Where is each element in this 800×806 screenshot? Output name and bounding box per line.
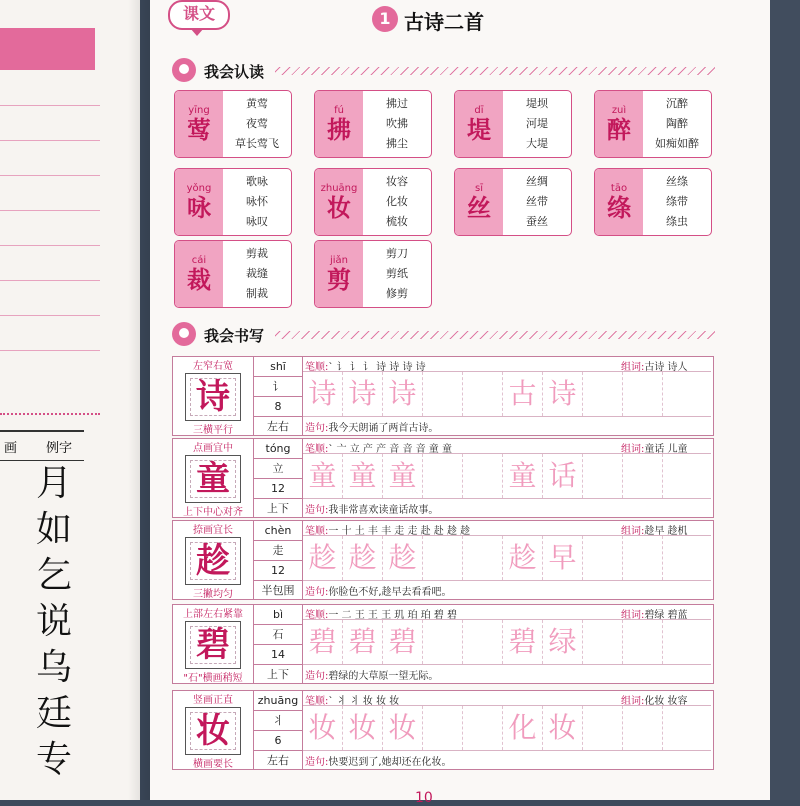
card-word-list: [503, 169, 571, 235]
word-group-label: 组词:: [621, 444, 645, 455]
card-word-list: [223, 241, 291, 307]
char-pinyin: chèn: [254, 521, 302, 541]
practice-cell[interactable]: 妆: [383, 706, 423, 750]
card-word: 如痴如醉: [655, 137, 699, 150]
practice-cell[interactable]: 童: [303, 454, 343, 498]
card-word-list: [643, 91, 711, 157]
card-char-block: [595, 169, 643, 235]
example-char: 廷: [35, 693, 72, 734]
char-radical: 讠: [254, 377, 302, 397]
writing-tip-top: 左窄右宽: [193, 361, 233, 372]
writing-tip-top: 捺画宜长: [193, 525, 233, 536]
card-word: 草长莺飞: [235, 137, 279, 150]
card-char-block: [595, 91, 643, 157]
practice-cell[interactable]: 早: [543, 536, 583, 580]
read-card: [594, 90, 712, 158]
read-card: [314, 90, 432, 158]
practice-cell[interactable]: 碧: [383, 620, 423, 664]
card-word: 妆容: [386, 175, 408, 188]
read-card: [174, 90, 292, 158]
practice-cell[interactable]: 诗: [303, 372, 343, 416]
left-page-pink-block: [0, 28, 95, 70]
card-word: 河堤: [526, 117, 548, 130]
card-word-list: [223, 169, 291, 235]
practice-cell[interactable]: [423, 536, 463, 580]
writing-row: [172, 438, 714, 518]
left-table-col-2: 例字: [45, 440, 72, 456]
practice-cell[interactable]: [423, 372, 463, 416]
char-structure: 左右: [267, 420, 289, 433]
card-char-block: [455, 169, 503, 235]
card-word: 咏怀: [246, 195, 268, 208]
practice-cell[interactable]: [463, 372, 503, 416]
practice-cell[interactable]: [623, 706, 663, 750]
example-char: 月: [35, 463, 72, 504]
example-sentence: [305, 583, 452, 598]
char-pinyin: bì: [254, 605, 302, 625]
left-page-rule: [0, 105, 100, 106]
example-sentence: [305, 667, 438, 682]
reading-section-icon: [172, 58, 196, 82]
card-word: 大堤: [526, 137, 548, 150]
char-info: [253, 691, 303, 769]
sentence-text: 快要迟到了,她却还在化妆。: [328, 757, 452, 768]
practice-cell[interactable]: 碧: [303, 620, 343, 664]
left-page-rule: [0, 280, 100, 281]
lesson-type-tag: 课文: [168, 0, 230, 30]
practice-cell[interactable]: 话: [543, 454, 583, 498]
char-stroke-count: 12: [254, 561, 302, 581]
sentence-label: 造句:: [305, 587, 329, 598]
word-group-text: 化妆 妆容: [644, 696, 688, 707]
card-word: 丝绸: [526, 175, 548, 188]
char-radical: 丬: [254, 711, 302, 731]
writing-tip-bottom: "石"横画稍短: [183, 673, 243, 684]
stroke-order-label: 笔顺:: [305, 444, 329, 455]
practice-cell[interactable]: 碧: [343, 620, 383, 664]
writing-char-box: 碧: [185, 621, 241, 669]
writing-char-box: 趁: [185, 537, 241, 585]
practice-cell[interactable]: [623, 536, 663, 580]
char-pinyin: shī: [254, 357, 302, 377]
card-word: 剪裁: [246, 247, 268, 260]
char-pinyin: zhuāng: [254, 691, 302, 711]
card-pinyin: zuì: [611, 104, 627, 116]
card-word: 绦带: [666, 195, 688, 208]
sentence-text: 你脸色不好,趁早去看看吧。: [328, 587, 452, 598]
card-word: 丝绦: [666, 175, 688, 188]
char-structure: 半包围: [261, 584, 295, 597]
word-group-text: 碧绿 碧蓝: [644, 610, 688, 621]
practice-cell[interactable]: 诗: [543, 372, 583, 416]
card-word: 绦虫: [666, 215, 688, 228]
char-radical: 石: [254, 625, 302, 645]
card-pinyin: jiǎn: [329, 254, 349, 266]
practice-cell[interactable]: 绿: [543, 620, 583, 664]
example-sentence: [305, 419, 438, 434]
section-zigzag-divider: [275, 331, 715, 339]
left-page-rule: [0, 245, 100, 246]
read-card: [594, 168, 712, 236]
practice-cell[interactable]: 趁: [383, 536, 423, 580]
card-word: 丝带: [526, 195, 548, 208]
writing-tip-top: 竖画正直: [193, 695, 233, 706]
stroke-order-label: 笔顺:: [305, 526, 329, 537]
practice-grid: [303, 453, 711, 499]
left-page-rule: [0, 315, 100, 316]
sentence-text: 我非常喜欢读童话故事。: [328, 505, 439, 516]
practice-grid: [303, 371, 711, 417]
writing-row: [172, 356, 714, 436]
card-char-block: [175, 241, 223, 307]
char-radical: 立: [254, 459, 302, 479]
char-info: [253, 357, 303, 435]
card-word: 吹拂: [386, 117, 408, 130]
char-structure: 上下: [267, 668, 289, 681]
practice-cell[interactable]: 碧: [503, 620, 543, 664]
card-char-block: [455, 91, 503, 157]
practice-cell[interactable]: [463, 536, 503, 580]
card-word-list: [363, 91, 431, 157]
char-radical: 走: [254, 541, 302, 561]
card-word: 咏叹: [246, 215, 268, 228]
card-character: 丝: [467, 193, 491, 222]
card-word: 梳妆: [386, 215, 408, 228]
stroke-order-label: 笔顺:: [305, 610, 329, 621]
card-character: 剪: [327, 265, 351, 294]
writing-tip-top: 上部左右紧靠: [183, 609, 243, 620]
section-zigzag-divider: [275, 67, 715, 75]
practice-cell[interactable]: 妆: [543, 706, 583, 750]
card-char-block: [315, 169, 363, 235]
left-table-header: [0, 430, 84, 461]
practice-cell[interactable]: [583, 706, 623, 750]
reading-section-title: 我会认读: [204, 63, 265, 81]
writing-section-title: 我会书写: [204, 327, 265, 345]
card-pinyin: dī: [474, 104, 484, 116]
char-stroke-count: 8: [254, 397, 302, 417]
read-card: [314, 168, 432, 236]
card-word: 裁缝: [246, 267, 268, 280]
example-char: 如: [35, 509, 72, 550]
card-character: 莺: [187, 115, 211, 144]
sentence-text: 我今天朗诵了两首古诗。: [328, 423, 439, 434]
card-word: 夜莺: [246, 117, 268, 130]
example-char: 说: [35, 601, 72, 642]
char-stroke-count: 6: [254, 731, 302, 751]
word-group-text: 童话 儿童: [644, 444, 688, 455]
example-char: 专: [35, 739, 72, 780]
card-word-list: [363, 169, 431, 235]
writing-section-icon: [172, 322, 196, 346]
card-word: 蚕丝: [526, 215, 548, 228]
practice-cell[interactable]: [463, 454, 503, 498]
card-word-list: [223, 91, 291, 157]
card-char-block: [315, 91, 363, 157]
char-info: [253, 521, 303, 599]
card-word: 剪纸: [386, 267, 408, 280]
sentence-label: 造句:: [305, 423, 329, 434]
sentence-text: 碧绿的大草原一望无际。: [328, 671, 439, 682]
card-pinyin: sī: [475, 182, 483, 194]
card-pinyin: cái: [191, 254, 207, 266]
card-char-block: [315, 241, 363, 307]
word-group-label: 组词:: [621, 696, 645, 707]
word-group-label: 组词:: [621, 610, 645, 621]
left-page-rule: [0, 140, 100, 141]
practice-cell[interactable]: 趁: [303, 536, 343, 580]
card-word: 制裁: [246, 287, 268, 300]
left-table-col-1: 画: [4, 440, 18, 456]
char-structure: 左右: [267, 754, 289, 767]
card-char-block: [175, 91, 223, 157]
practice-cell[interactable]: [623, 454, 663, 498]
card-character: 裁: [187, 265, 211, 294]
practice-grid: [303, 535, 711, 581]
practice-cell[interactable]: [583, 454, 623, 498]
word-group-text: 趁早 趁机: [644, 526, 688, 537]
read-card: [314, 240, 432, 308]
writing-char-box: 诗: [185, 373, 241, 421]
word-group-text: 古诗 诗人: [644, 362, 688, 373]
practice-cell[interactable]: 诗: [343, 372, 383, 416]
word-group-label: 组词:: [621, 362, 645, 373]
left-page-rule: [0, 350, 100, 351]
writing-tip-bottom: 三横平行: [193, 425, 233, 436]
card-word: 歌咏: [246, 175, 268, 188]
writing-tip-top: 点画宜中: [193, 443, 233, 454]
practice-cell[interactable]: 趁: [343, 536, 383, 580]
writing-char-box: 童: [185, 455, 241, 503]
card-pinyin: fú: [334, 104, 344, 116]
card-word: 剪刀: [386, 247, 408, 260]
practice-cell[interactable]: 古: [503, 372, 543, 416]
left-page-table: [0, 430, 84, 783]
card-character: 拂: [327, 115, 351, 144]
card-word: 堤坝: [526, 97, 548, 110]
read-card: [174, 240, 292, 308]
left-page-rule: [0, 210, 100, 211]
left-page-zigzag: [0, 403, 100, 415]
card-pinyin: tāo: [610, 182, 628, 194]
writing-row: [172, 690, 714, 770]
card-character: 妆: [327, 193, 351, 222]
practice-cell[interactable]: [583, 372, 623, 416]
practice-cell[interactable]: [463, 706, 503, 750]
char-info: [253, 605, 303, 683]
card-character: 堤: [467, 115, 491, 144]
card-char-block: [175, 169, 223, 235]
example-sentence: [305, 753, 452, 768]
card-character: 醉: [607, 115, 631, 144]
stroke-order-text: 一 十 土 丰 丰 走 走 赴 赴 趁 趁: [328, 526, 471, 537]
practice-cell[interactable]: [623, 620, 663, 664]
practice-cell[interactable]: 趁: [503, 536, 543, 580]
stroke-order-text: ` 丬 丬 妆 妆 妆: [328, 696, 400, 707]
practice-cell[interactable]: 化: [503, 706, 543, 750]
read-card: [454, 90, 572, 158]
stroke-order-label: 笔顺:: [305, 696, 329, 707]
tag-arrow-icon: [190, 28, 204, 36]
card-word-list: [363, 241, 431, 307]
card-word-list: [643, 169, 711, 235]
practice-cell[interactable]: 妆: [343, 706, 383, 750]
card-word: 拂过: [386, 97, 408, 110]
sentence-label: 造句:: [305, 505, 329, 516]
read-card: [454, 168, 572, 236]
practice-cell[interactable]: [423, 454, 463, 498]
card-word: 化妆: [386, 195, 408, 208]
card-pinyin: yīng: [188, 104, 210, 116]
word-group-label: 组词:: [621, 526, 645, 537]
practice-cell[interactable]: 诗: [383, 372, 423, 416]
writing-tip-bottom: 横画要长: [193, 759, 233, 770]
card-pinyin: zhuāng: [320, 182, 358, 194]
writing-tip-bottom: 三撇均匀: [193, 589, 233, 600]
char-pinyin: tóng: [254, 439, 302, 459]
stroke-order-text: 一 二 王 王 王 玑 珀 珀 碧 碧: [328, 610, 457, 621]
practice-cell[interactable]: [583, 620, 623, 664]
sentence-label: 造句:: [305, 757, 329, 768]
practice-cell[interactable]: [423, 706, 463, 750]
char-info: [253, 439, 303, 517]
stroke-order-text: ` 亠 立 产 产 音 音 音 童 童: [328, 444, 452, 455]
practice-cell[interactable]: 童: [343, 454, 383, 498]
card-pinyin: yǒng: [186, 182, 212, 194]
card-word: 黄莺: [246, 97, 268, 110]
card-word-list: [503, 91, 571, 157]
card-word: 沉醉: [666, 97, 688, 110]
practice-cell[interactable]: 童: [503, 454, 543, 498]
card-word: 拂尘: [386, 137, 408, 150]
left-page: [0, 0, 140, 800]
stroke-order-label: 笔顺:: [305, 362, 329, 373]
char-structure: 上下: [267, 502, 289, 515]
practice-cell[interactable]: 童: [383, 454, 423, 498]
example-char: 乞: [35, 555, 72, 596]
practice-grid: [303, 619, 711, 665]
writing-char-box: 妆: [185, 707, 241, 755]
card-character: 绦: [607, 193, 631, 222]
char-stroke-count: 14: [254, 645, 302, 665]
example-sentence: [305, 501, 438, 516]
writing-row: [172, 520, 714, 600]
practice-cell[interactable]: [623, 372, 663, 416]
practice-cell[interactable]: 妆: [303, 706, 343, 750]
page-number: 10: [415, 790, 433, 806]
writing-tip-bottom: 上下中心对齐: [183, 507, 243, 518]
left-page-rule: [0, 175, 100, 176]
card-character: 咏: [187, 193, 211, 222]
card-word: 陶醉: [666, 117, 688, 130]
card-word: 修剪: [386, 287, 408, 300]
writing-row: [172, 604, 714, 684]
stroke-order-text: ` 讠 讠 讠 诗 诗 诗 诗: [328, 362, 426, 373]
practice-cell[interactable]: [423, 620, 463, 664]
practice-cell[interactable]: [463, 620, 503, 664]
lesson-title: 古诗二首: [404, 10, 484, 34]
background-edge: [770, 0, 800, 800]
practice-cell[interactable]: [583, 536, 623, 580]
example-char: 乌: [35, 647, 72, 688]
lesson-number-badge: 1: [372, 6, 398, 32]
char-stroke-count: 12: [254, 479, 302, 499]
sentence-label: 造句:: [305, 671, 329, 682]
practice-grid: [303, 705, 711, 751]
read-card: [174, 168, 292, 236]
